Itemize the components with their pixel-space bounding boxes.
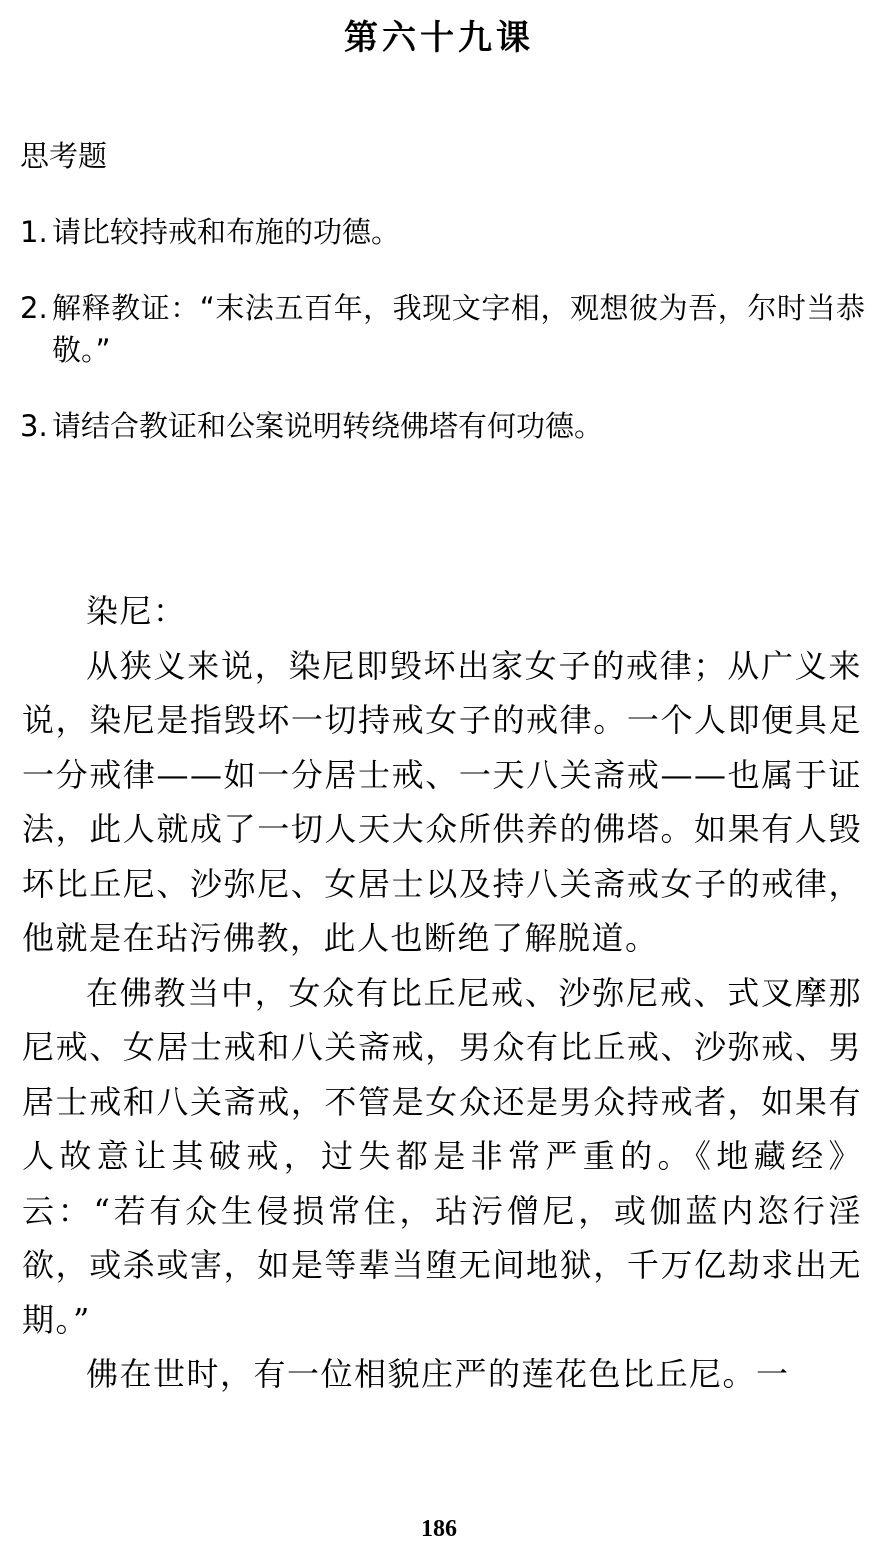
lesson-body-text [22,584,862,1402]
question-text: 解释教证：“末法五百年，我现文字相，观想彼为吾，尔时当恭敬。” [52,291,865,367]
questions-heading: 思考题 [20,139,108,173]
question-text: 请结合教证和公案说明转绕佛塔有何功德。 [52,409,604,443]
body-paragraph: 佛在世时，有一位相貌庄严的莲花色比丘尼。一 [86,1355,790,1393]
body-paragraph: 在佛教当中，女众有比丘尼戒、沙弥尼戒、式叉摩那尼戒、女居士戒和八关斋戒，男众有比丘戒、沙弥戒、男居士戒和八关斋戒，不管是女众还是男众持戒者，如果有人故意让其破戒，过失都是非常严重的。《地藏经》云：“若有众生侵损常住，玷污僧尼，或伽蓝内恣行淫欲，或杀或害，如是等辈当堕无间地狱，千万亿劫求出无期。” [22,973,862,1339]
question-number: 3. [20,409,48,443]
lesson-title: 第六十九课 [344,18,534,58]
question-item [20,405,865,447]
section-heading: 染尼： [86,592,187,630]
question-item [20,287,865,371]
review-questions [20,135,865,481]
question-number: 1. [20,215,48,249]
question-text: 请比较持戒和布施的功德。 [52,215,401,249]
page-number: 186 [421,1516,457,1542]
question-number: 2. [20,291,48,325]
question-item [20,211,865,253]
body-paragraph: 从狭义来说，染尼即毁坏出家女子的戒律；从广义来说，染尼是指毁坏一切持戒女子的戒律。一个人即便具足一分戒律——如一分居士戒、一天八关斋戒——也属于证法，此人就成了一切人天大众所供养的佛塔。如果有人毁坏比丘尼、沙弥尼、女居士以及持八关斋戒女子的戒律，他就是在玷污佛教，此人也断绝了解脱道。 [22,646,862,957]
